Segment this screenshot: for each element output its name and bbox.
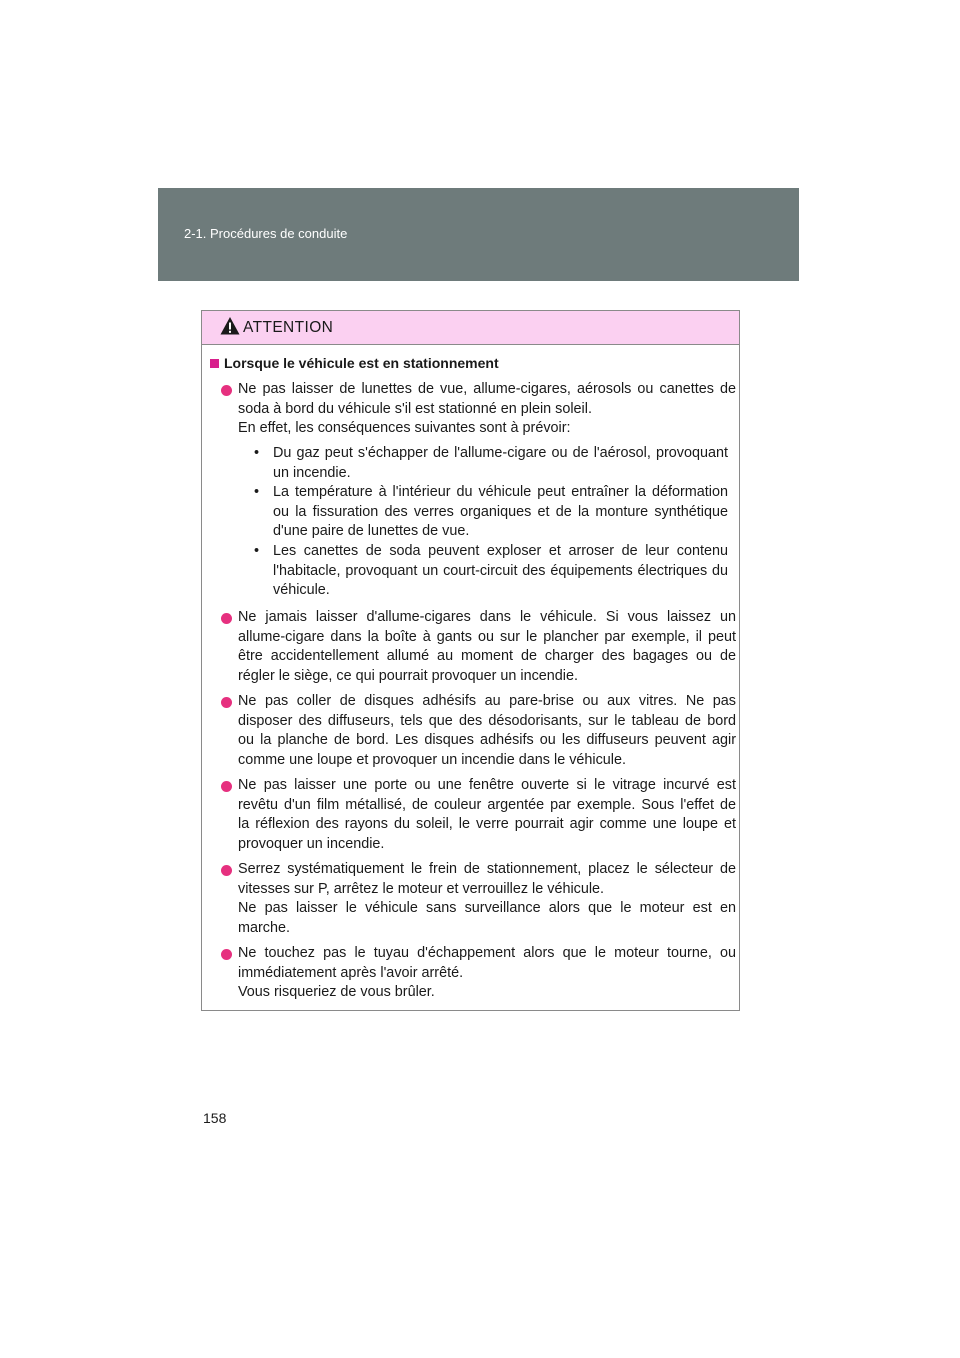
- bullet-paragraph: [238, 944, 736, 1003]
- text-line: ou la planche de bord. Les disques adhésifs ou les diffuseurs peuvent agir: [238, 732, 736, 748]
- warning-label: ATTENTION: [243, 319, 334, 336]
- sub-item-text: [273, 542, 728, 601]
- section-title: 2-1. Procédures de conduite: [184, 226, 348, 241]
- text-line: régler le siège, ce qui pourrait provoquer un incendie.: [238, 667, 578, 684]
- bullet-dot-icon: [221, 781, 232, 792]
- text-line: ou la fissuration des verres organiques et de la monture synthétique: [273, 503, 728, 520]
- bullet-dot-icon: [221, 949, 232, 960]
- text-line: l'habitacle, provoquant un court-circuit des équipements électriques du: [273, 562, 728, 579]
- sub-bullet-mark: •: [254, 445, 260, 461]
- text-line: Ne touchez pas le tuyau d'échappement alors que le moteur tourne, ou: [238, 945, 736, 961]
- text-line: comme une loupe et provoquer un incendie dans le véhicule.: [238, 751, 626, 768]
- warning-box: [201, 310, 740, 1011]
- warning-header: [202, 311, 739, 345]
- text-line: un incendie.: [273, 464, 351, 481]
- sub-item-text: [273, 444, 728, 483]
- text-line: d'une paire de lunettes de vue.: [273, 523, 470, 539]
- text-line: Ne pas laisser de lunettes de vue, allume-cigares, aérosols ou canettes de: [238, 381, 736, 397]
- text-line: Les canettes de soda peuvent exploser et arroser de leur contenu: [273, 543, 728, 559]
- page-number: 158: [203, 1110, 227, 1126]
- bullet-paragraph: [238, 380, 736, 439]
- bullet-paragraph: [238, 608, 736, 686]
- sub-item: [254, 542, 728, 601]
- bullet-paragraph: [238, 776, 736, 854]
- warning-triangle-icon: [220, 316, 240, 336]
- text-line: la réflexion des rayons du soleil, le verre pourrait agir comme une loupe et: [238, 816, 736, 832]
- text-line: véhicule.: [273, 582, 330, 598]
- text-line: immédiatement après l'avoir arrêté.: [238, 964, 464, 981]
- bullet-dot-icon: [221, 385, 232, 396]
- text-line: Vous risqueriez de vous brûler.: [238, 984, 435, 1000]
- text-line: revêtu d'un film métallisé, de couleur argentée par exemple. Sous l'effet de: [238, 796, 736, 813]
- text-line: Ne pas laisser une porte ou une fenêtre ouverte si le vitrage incurvé est: [238, 777, 736, 793]
- text-line: marche.: [238, 919, 290, 936]
- sub-item-text: [273, 483, 728, 542]
- bullet-dot-icon: [221, 613, 232, 624]
- square-bullet-icon: [210, 359, 219, 368]
- text-line: La température à l'intérieur du véhicule peut entraîner la déformation: [273, 484, 728, 500]
- sub-item: [254, 444, 728, 483]
- text-line: Du gaz peut s'échapper de l'allume-cigare ou de l'aérosol, provoquant: [273, 445, 728, 461]
- text-line: Ne pas coller de disques adhésifs au pare-brise ou aux vitres. Ne pas: [238, 693, 736, 709]
- sub-item: [254, 483, 728, 542]
- text-line: Serrez systématiquement le frein de stationnement, placez le sélecteur de: [238, 861, 736, 877]
- text-line: Ne jamais laisser d'allume-cigares dans le véhicule. Si vous laissez un: [238, 609, 736, 625]
- text-line: Ne pas laisser le véhicule sans surveillance alors que le moteur est en: [238, 900, 736, 916]
- text-line: être accidentellement allumé au moment de charger des bagages ou de: [238, 648, 736, 664]
- text-line: En effet, les conséquences suivantes sont à prévoir:: [238, 420, 571, 436]
- text-line: vitesses sur P, arrêtez le moteur et verrouillez le véhicule.: [238, 880, 605, 897]
- text-line: disposer des diffuseurs, tels que des désodorisants, sur le tableau de bord: [238, 712, 736, 729]
- text-line: soda à bord du véhicule s'il est stationné en plein soleil.: [238, 400, 592, 417]
- warning-section-title: Lorsque le véhicule est en stationnement: [224, 355, 499, 371]
- text-line: allume-cigare dans la boîte à gants ou sur le plancher par exemple, il peut: [238, 628, 736, 645]
- sub-bullet-mark: •: [254, 484, 260, 500]
- bullet-dot-icon: [221, 865, 232, 876]
- warning-section-heading: [210, 355, 499, 371]
- bullet-paragraph: [238, 692, 736, 770]
- section-header-band: [158, 188, 799, 281]
- bullet-paragraph: [238, 860, 736, 938]
- text-line: provoquer un incendie.: [238, 835, 385, 852]
- sub-bullet-mark: •: [254, 543, 260, 559]
- bullet-dot-icon: [221, 697, 232, 708]
